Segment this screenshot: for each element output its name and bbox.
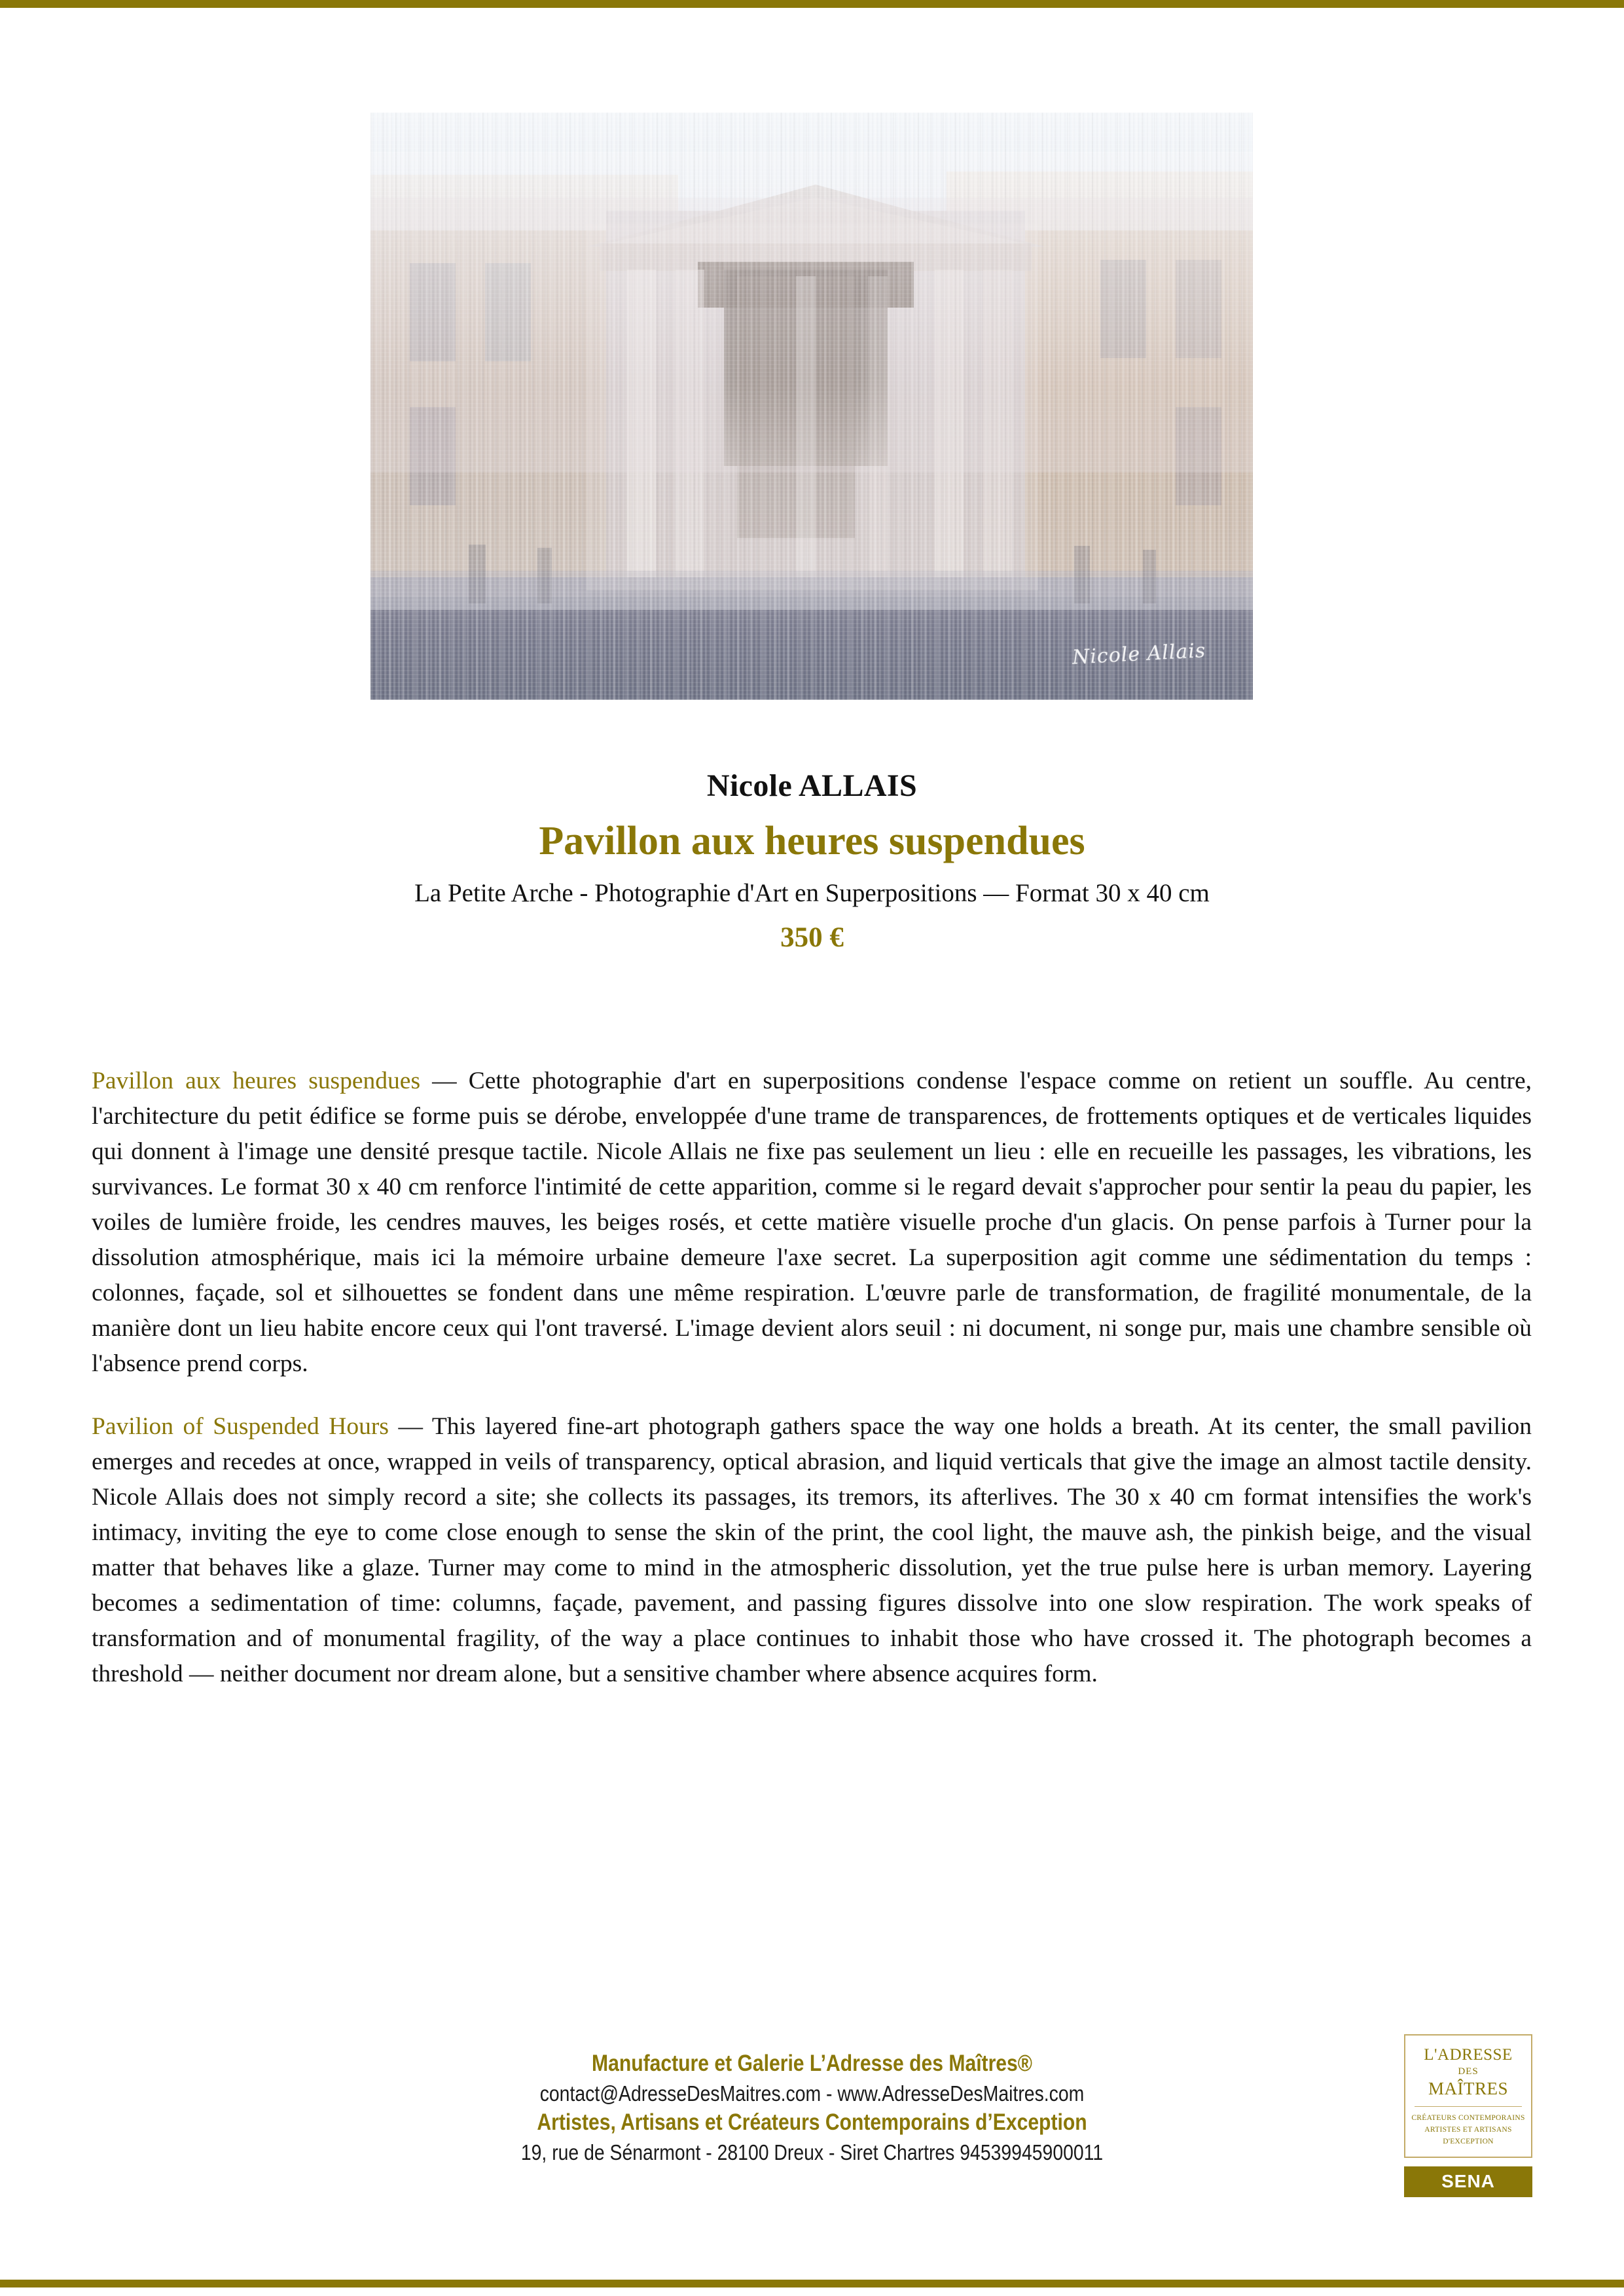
brand-logo-block xyxy=(1404,2034,1532,2197)
separator-fr: — xyxy=(420,1067,469,1094)
description-paragraph-en xyxy=(92,1409,1532,1692)
artist-name: Nicole ALLAIS xyxy=(706,768,918,803)
logo-line-adresse: L'ADRESSE xyxy=(1424,2046,1513,2064)
lead-in-fr: Pavillon aux heures suspendues xyxy=(92,1067,421,1094)
footer-tagline: Artistes, Artisans et Créateurs Contemporains d’Exception xyxy=(537,2109,1087,2136)
artist-signature: Nicole Allais xyxy=(1071,639,1206,670)
logo-sub-line-1: CRÉATEURS CONTEMPORAINS xyxy=(1411,2114,1525,2123)
bottom-gold-rule xyxy=(0,2280,1624,2287)
footer-company-name: Manufacture et Galerie L’Adresse des Maîtres® xyxy=(592,2051,1032,2076)
description-paragraph-fr xyxy=(92,1064,1532,1382)
footer-address-line: 19, rue de Sénarmont - 28100 Dreux - Siret Chartres 94539945900011 xyxy=(520,2140,1104,2164)
logo-card xyxy=(1404,2034,1532,2158)
sena-badge: SENA xyxy=(1404,2166,1532,2197)
footer xyxy=(0,2049,1624,2167)
logo-sub-line-3: D'EXCEPTION xyxy=(1443,2137,1494,2145)
logo-sub-line-2: ARTISTES ET ARTISANS xyxy=(1424,2125,1512,2134)
top-gold-rule xyxy=(0,0,1624,8)
footer-contact-line[interactable]: contact@AdresseDesMaitres.com - www.AdresseDesMaitres.com xyxy=(539,2081,1085,2106)
logo-line-maitres: MAÎTRES xyxy=(1428,2079,1508,2098)
page-title: Pavillon aux heures suspendues xyxy=(539,818,1085,863)
logo-divider xyxy=(1415,2106,1522,2107)
separator-en: — xyxy=(388,1413,432,1440)
artwork-image xyxy=(370,113,1253,700)
lead-in-en: Pavilion of Suspended Hours xyxy=(92,1413,389,1440)
description-text-en: This layered fine-art photograph gathers space the way one holds a breath. At its center, the small pavilion emerges and recedes at once, wrapped in veils of transparency, optical abrasion, and liquid verticals that give the image an almost tactile density. Nicole Allais does not simply record a site; she collects its passages, its tremors, its afterlives. The 30 x 40 cm format intensifies the work's intimacy, inviting the eye to come close enough to sense the skin of the print, the cool light, the mauve ash, the pinkish beige, and the visual matter that behaves like a glaze. Turner may come to mind in the atmospheric dissolution, yet the true pulse here is urban memory. Layering becomes a sedimentation of time: columns, façade, pavement, and passing figures dissolve into one slow respiration. The work speaks of transformation and of monumental fragility, of the way a place continues to inhabit those who have crossed it. The photograph becomes a threshold — neither document nor dream alone, but a sensitive chamber where absence acquires form. xyxy=(92,1413,1532,1687)
work-subtitle: La Petite Arche - Photographie d'Art en Superpositions — Format 30 x 40 cm xyxy=(414,879,1210,908)
logo-line-des: DES xyxy=(1458,2066,1479,2077)
description-section xyxy=(92,1064,1532,1692)
title-block xyxy=(0,769,1624,955)
artwork-figure xyxy=(370,113,1253,700)
work-price: 350 € xyxy=(780,922,844,954)
description-text-fr: Cette photographie d'art en superpositions condense l'espace comme on retient un souffle. Au centre, l'architecture du petit édifice se forme puis se dérobe, enveloppée d'une trame de transparences, de frottements optiques et de verticales liquides qui donnent à l'image une densité presque tactile. Nicole Allais ne fixe pas seulement un lieu : elle en recueille les passages, les vibrations, les survivances. Le format 30 x 40 cm renforce l'intimité de cette apparition, comme si le regard devait s'approcher pour sentir la peau du papier, les voiles de lumière froide, les cendres mauves, les beiges rosés, et cette matière visuelle proche d'un glacis. On pense parfois à Turner pour la dissolution atmosphérique, mais ici la mémoire urbaine demeure l'axe secret. La superposition agit comme une sédimentation du temps : colonnes, façade, sol et silhouettes se fondent dans une même respiration. L'œuvre parle de transformation, de fragilité monumentale, de la manière dont un lieu habite encore ceux qui l'ont traversé. L'image devient alors seuil : ni document, ni songe pur, mais une chambre sensible où l'absence prend corps. xyxy=(92,1067,1532,1377)
